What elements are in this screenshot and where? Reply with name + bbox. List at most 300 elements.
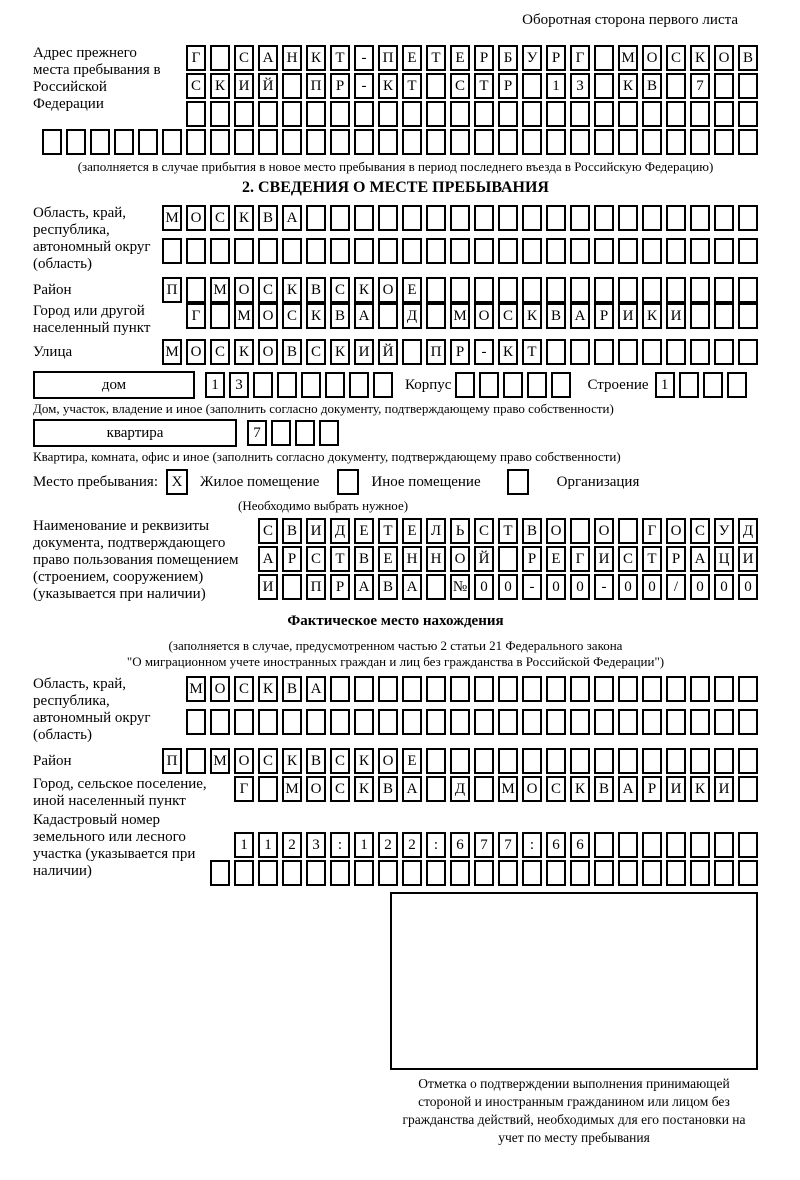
char-cell[interactable]: В <box>354 546 374 572</box>
char-cell[interactable]: К <box>618 73 638 99</box>
char-cell[interactable] <box>570 277 590 303</box>
char-cell[interactable] <box>162 129 182 155</box>
char-cell[interactable] <box>450 101 470 127</box>
char-cell[interactable] <box>450 709 470 735</box>
char-cell[interactable] <box>474 101 494 127</box>
char-cell[interactable] <box>642 832 662 858</box>
char-cell[interactable]: С <box>210 205 230 231</box>
char-cell[interactable]: К <box>234 205 254 231</box>
char-cell[interactable]: Е <box>402 748 422 774</box>
char-cell[interactable]: С <box>186 73 206 99</box>
char-cell[interactable] <box>690 129 710 155</box>
char-cell[interactable] <box>354 205 374 231</box>
char-cell[interactable]: Р <box>474 45 494 71</box>
char-cell[interactable] <box>450 205 470 231</box>
char-cell[interactable] <box>258 776 278 802</box>
char-cell[interactable]: 1 <box>205 372 225 398</box>
char-cell[interactable] <box>690 101 710 127</box>
char-cell[interactable]: С <box>498 303 518 329</box>
char-cell[interactable] <box>690 303 710 329</box>
char-cell[interactable] <box>714 339 734 365</box>
char-cell[interactable] <box>642 205 662 231</box>
char-cell[interactable] <box>450 676 470 702</box>
char-cell[interactable]: О <box>378 277 398 303</box>
char-cell[interactable] <box>234 129 254 155</box>
char-cell[interactable]: К <box>570 776 590 802</box>
char-cell[interactable] <box>498 129 518 155</box>
char-cell[interactable]: 7 <box>498 832 518 858</box>
char-cell[interactable]: А <box>402 574 422 600</box>
char-cell[interactable]: О <box>306 776 326 802</box>
char-cell[interactable]: Р <box>642 776 662 802</box>
char-cell[interactable]: 0 <box>570 574 590 600</box>
char-cell[interactable]: С <box>666 45 686 71</box>
char-cell[interactable] <box>306 860 326 886</box>
char-cell[interactable] <box>551 372 571 398</box>
char-cell[interactable] <box>295 420 315 446</box>
char-cell[interactable] <box>378 303 398 329</box>
char-cell[interactable] <box>714 860 734 886</box>
char-cell[interactable] <box>426 101 446 127</box>
char-cell[interactable] <box>738 832 758 858</box>
char-cell[interactable] <box>546 339 566 365</box>
char-cell[interactable]: Н <box>426 546 446 572</box>
checkbox-organizatsiya[interactable] <box>507 469 529 495</box>
char-cell[interactable] <box>354 238 374 264</box>
char-cell[interactable] <box>738 101 758 127</box>
char-cell[interactable] <box>402 676 422 702</box>
char-cell[interactable]: 2 <box>282 832 302 858</box>
char-cell[interactable] <box>570 709 590 735</box>
char-cell[interactable] <box>714 238 734 264</box>
char-cell[interactable] <box>426 709 446 735</box>
char-cell[interactable] <box>666 676 686 702</box>
char-cell[interactable] <box>522 277 542 303</box>
char-cell[interactable]: О <box>666 518 686 544</box>
char-cell[interactable]: С <box>330 748 350 774</box>
char-cell[interactable] <box>522 101 542 127</box>
char-cell[interactable]: М <box>162 339 182 365</box>
char-cell[interactable]: С <box>330 277 350 303</box>
char-cell[interactable] <box>138 129 158 155</box>
char-cell[interactable] <box>378 860 398 886</box>
char-cell[interactable] <box>546 238 566 264</box>
char-cell[interactable] <box>642 860 662 886</box>
char-cell[interactable] <box>330 101 350 127</box>
char-cell[interactable]: С <box>210 339 230 365</box>
char-cell[interactable]: В <box>378 776 398 802</box>
char-cell[interactable] <box>330 709 350 735</box>
char-cell[interactable] <box>426 238 446 264</box>
char-cell[interactable] <box>378 676 398 702</box>
char-cell[interactable] <box>258 709 278 735</box>
char-cell[interactable] <box>594 676 614 702</box>
char-cell[interactable]: 0 <box>546 574 566 600</box>
char-cell[interactable] <box>618 129 638 155</box>
char-cell[interactable]: Т <box>330 45 350 71</box>
char-cell[interactable]: И <box>306 518 326 544</box>
char-cell[interactable] <box>114 129 134 155</box>
char-cell[interactable]: И <box>354 339 374 365</box>
char-cell[interactable]: А <box>354 574 374 600</box>
char-cell[interactable]: М <box>234 303 254 329</box>
char-cell[interactable]: Р <box>666 546 686 572</box>
char-cell[interactable] <box>714 832 734 858</box>
char-cell[interactable]: Е <box>402 277 422 303</box>
char-cell[interactable] <box>378 101 398 127</box>
char-cell[interactable] <box>354 860 374 886</box>
char-cell[interactable] <box>570 748 590 774</box>
char-cell[interactable]: В <box>522 518 542 544</box>
char-cell[interactable] <box>714 709 734 735</box>
char-cell[interactable]: - <box>354 73 374 99</box>
char-cell[interactable] <box>738 339 758 365</box>
char-cell[interactable]: П <box>378 45 398 71</box>
char-cell[interactable]: О <box>450 546 470 572</box>
char-cell[interactable] <box>498 205 518 231</box>
char-cell[interactable] <box>498 860 518 886</box>
char-cell[interactable]: О <box>546 518 566 544</box>
char-cell[interactable]: Т <box>378 518 398 544</box>
char-cell[interactable] <box>594 129 614 155</box>
char-cell[interactable] <box>426 303 446 329</box>
char-cell[interactable] <box>271 420 291 446</box>
char-cell[interactable] <box>666 832 686 858</box>
char-cell[interactable] <box>282 129 302 155</box>
char-cell[interactable] <box>714 129 734 155</box>
char-cell[interactable]: 0 <box>498 574 518 600</box>
char-cell[interactable] <box>546 676 566 702</box>
char-cell[interactable] <box>479 372 499 398</box>
char-cell[interactable] <box>450 748 470 774</box>
char-cell[interactable] <box>570 676 590 702</box>
char-cell[interactable]: / <box>666 574 686 600</box>
char-cell[interactable]: М <box>210 277 230 303</box>
char-cell[interactable] <box>690 339 710 365</box>
char-cell[interactable]: С <box>234 676 254 702</box>
char-cell[interactable]: - <box>594 574 614 600</box>
char-cell[interactable]: К <box>354 776 374 802</box>
char-cell[interactable]: И <box>714 776 734 802</box>
char-cell[interactable] <box>210 45 230 71</box>
char-cell[interactable]: К <box>354 277 374 303</box>
char-cell[interactable]: К <box>234 339 254 365</box>
char-cell[interactable]: Й <box>258 73 278 99</box>
checkbox-inoe[interactable] <box>337 469 359 495</box>
char-cell[interactable]: М <box>210 748 230 774</box>
char-cell[interactable]: К <box>258 676 278 702</box>
char-cell[interactable] <box>666 73 686 99</box>
char-cell[interactable]: К <box>354 748 374 774</box>
char-cell[interactable] <box>474 205 494 231</box>
char-cell[interactable] <box>234 238 254 264</box>
char-cell[interactable] <box>546 709 566 735</box>
char-cell[interactable]: С <box>618 546 638 572</box>
char-cell[interactable] <box>234 709 254 735</box>
char-cell[interactable] <box>618 205 638 231</box>
char-cell[interactable]: 7 <box>690 73 710 99</box>
char-cell[interactable] <box>666 860 686 886</box>
char-cell[interactable] <box>349 372 369 398</box>
char-cell[interactable]: С <box>330 776 350 802</box>
char-cell[interactable]: 7 <box>247 420 267 446</box>
char-cell[interactable]: Д <box>738 518 758 544</box>
char-cell[interactable] <box>570 129 590 155</box>
char-cell[interactable] <box>594 860 614 886</box>
char-cell[interactable] <box>642 101 662 127</box>
char-cell[interactable]: С <box>546 776 566 802</box>
char-cell[interactable] <box>378 205 398 231</box>
char-cell[interactable] <box>666 205 686 231</box>
char-cell[interactable]: Й <box>474 546 494 572</box>
char-cell[interactable] <box>474 776 494 802</box>
char-cell[interactable]: 0 <box>714 574 734 600</box>
char-cell[interactable] <box>618 676 638 702</box>
char-cell[interactable] <box>474 748 494 774</box>
char-cell[interactable]: С <box>450 73 470 99</box>
char-cell[interactable] <box>690 277 710 303</box>
char-cell[interactable] <box>426 860 446 886</box>
char-cell[interactable]: К <box>690 776 710 802</box>
char-cell[interactable] <box>594 238 614 264</box>
char-cell[interactable] <box>546 129 566 155</box>
char-cell[interactable]: М <box>450 303 470 329</box>
char-cell[interactable] <box>594 709 614 735</box>
char-cell[interactable] <box>618 832 638 858</box>
char-cell[interactable]: № <box>450 574 470 600</box>
char-cell[interactable]: Ц <box>714 546 734 572</box>
char-cell[interactable]: М <box>498 776 518 802</box>
char-cell[interactable] <box>666 748 686 774</box>
char-cell[interactable]: С <box>234 45 254 71</box>
char-cell[interactable]: Р <box>282 546 302 572</box>
char-cell[interactable]: Т <box>330 546 350 572</box>
char-cell[interactable]: С <box>258 518 278 544</box>
char-cell[interactable] <box>282 238 302 264</box>
char-cell[interactable] <box>642 129 662 155</box>
char-cell[interactable] <box>354 129 374 155</box>
char-cell[interactable]: О <box>186 339 206 365</box>
char-cell[interactable]: Й <box>378 339 398 365</box>
char-cell[interactable] <box>210 129 230 155</box>
char-cell[interactable]: А <box>570 303 590 329</box>
char-cell[interactable]: В <box>738 45 758 71</box>
char-cell[interactable] <box>402 860 422 886</box>
char-cell[interactable] <box>210 303 230 329</box>
char-cell[interactable]: Б <box>498 45 518 71</box>
char-cell[interactable] <box>690 205 710 231</box>
char-cell[interactable] <box>90 129 110 155</box>
char-cell[interactable]: А <box>258 546 278 572</box>
char-cell[interactable]: Т <box>426 45 446 71</box>
char-cell[interactable] <box>450 277 470 303</box>
char-cell[interactable]: Р <box>522 546 542 572</box>
char-cell[interactable] <box>618 277 638 303</box>
char-cell[interactable] <box>498 546 518 572</box>
char-cell[interactable]: О <box>714 45 734 71</box>
char-cell[interactable]: С <box>306 546 326 572</box>
char-cell[interactable]: Т <box>522 339 542 365</box>
char-cell[interactable] <box>210 860 230 886</box>
char-cell[interactable]: 3 <box>570 73 590 99</box>
char-cell[interactable] <box>714 73 734 99</box>
char-cell[interactable]: Р <box>546 45 566 71</box>
char-cell[interactable] <box>474 277 494 303</box>
char-cell[interactable] <box>522 860 542 886</box>
char-cell[interactable]: И <box>618 303 638 329</box>
char-cell[interactable] <box>546 277 566 303</box>
char-cell[interactable] <box>618 748 638 774</box>
char-cell[interactable] <box>450 238 470 264</box>
char-cell[interactable]: Г <box>570 45 590 71</box>
char-cell[interactable] <box>738 776 758 802</box>
char-cell[interactable]: У <box>522 45 542 71</box>
char-cell[interactable]: С <box>258 748 278 774</box>
char-cell[interactable]: 1 <box>234 832 254 858</box>
char-cell[interactable] <box>402 709 422 735</box>
char-cell[interactable]: 2 <box>402 832 422 858</box>
char-cell[interactable]: С <box>690 518 710 544</box>
char-cell[interactable] <box>618 860 638 886</box>
char-cell[interactable]: 0 <box>690 574 710 600</box>
char-cell[interactable] <box>570 238 590 264</box>
char-cell[interactable] <box>498 238 518 264</box>
char-cell[interactable] <box>498 748 518 774</box>
char-cell[interactable]: М <box>162 205 182 231</box>
char-cell[interactable]: А <box>306 676 326 702</box>
char-cell[interactable] <box>306 709 326 735</box>
char-cell[interactable] <box>330 205 350 231</box>
char-cell[interactable]: 6 <box>546 832 566 858</box>
char-cell[interactable]: О <box>474 303 494 329</box>
char-cell[interactable] <box>306 129 326 155</box>
char-cell[interactable] <box>186 238 206 264</box>
char-cell[interactable]: Е <box>402 518 422 544</box>
char-cell[interactable] <box>402 101 422 127</box>
char-cell[interactable] <box>330 129 350 155</box>
char-cell[interactable]: В <box>546 303 566 329</box>
char-cell[interactable]: П <box>162 277 182 303</box>
char-cell[interactable] <box>282 101 302 127</box>
char-cell[interactable] <box>594 101 614 127</box>
char-cell[interactable]: В <box>642 73 662 99</box>
char-cell[interactable] <box>690 238 710 264</box>
char-cell[interactable]: : <box>330 832 350 858</box>
char-cell[interactable] <box>498 676 518 702</box>
char-cell[interactable] <box>373 372 393 398</box>
char-cell[interactable]: М <box>282 776 302 802</box>
char-cell[interactable] <box>306 101 326 127</box>
char-cell[interactable]: И <box>738 546 758 572</box>
char-cell[interactable]: П <box>426 339 446 365</box>
char-cell[interactable] <box>42 129 62 155</box>
char-cell[interactable]: 6 <box>570 832 590 858</box>
char-cell[interactable] <box>666 339 686 365</box>
char-cell[interactable]: 1 <box>354 832 374 858</box>
char-cell[interactable] <box>738 238 758 264</box>
char-cell[interactable] <box>162 238 182 264</box>
char-cell[interactable] <box>714 101 734 127</box>
char-cell[interactable] <box>594 45 614 71</box>
char-cell[interactable] <box>618 518 638 544</box>
char-cell[interactable]: У <box>714 518 734 544</box>
char-cell[interactable]: Г <box>186 303 206 329</box>
char-cell[interactable] <box>727 372 747 398</box>
char-cell[interactable] <box>474 238 494 264</box>
char-cell[interactable] <box>319 420 339 446</box>
char-cell[interactable]: 1 <box>655 372 675 398</box>
char-cell[interactable]: А <box>258 45 278 71</box>
char-cell[interactable] <box>450 860 470 886</box>
char-cell[interactable] <box>277 372 297 398</box>
char-cell[interactable] <box>66 129 86 155</box>
char-cell[interactable]: О <box>522 776 542 802</box>
char-cell[interactable] <box>594 73 614 99</box>
char-cell[interactable] <box>234 860 254 886</box>
char-cell[interactable]: В <box>330 303 350 329</box>
char-cell[interactable]: О <box>234 748 254 774</box>
char-cell[interactable]: Г <box>570 546 590 572</box>
char-cell[interactable]: 0 <box>474 574 494 600</box>
char-cell[interactable] <box>426 574 446 600</box>
char-cell[interactable] <box>738 676 758 702</box>
char-cell[interactable] <box>738 709 758 735</box>
char-cell[interactable]: : <box>522 832 542 858</box>
char-cell[interactable]: О <box>642 45 662 71</box>
char-cell[interactable] <box>186 277 206 303</box>
char-cell[interactable] <box>474 676 494 702</box>
char-cell[interactable]: В <box>306 748 326 774</box>
char-cell[interactable]: Г <box>234 776 254 802</box>
char-cell[interactable]: И <box>666 776 686 802</box>
char-cell[interactable] <box>426 277 446 303</box>
char-cell[interactable]: 2 <box>378 832 398 858</box>
char-cell[interactable]: К <box>210 73 230 99</box>
char-cell[interactable] <box>738 129 758 155</box>
char-cell[interactable] <box>690 709 710 735</box>
char-cell[interactable] <box>253 372 273 398</box>
char-cell[interactable]: О <box>234 277 254 303</box>
char-cell[interactable]: В <box>282 518 302 544</box>
char-cell[interactable] <box>642 339 662 365</box>
char-cell[interactable] <box>402 339 422 365</box>
char-cell[interactable] <box>402 205 422 231</box>
char-cell[interactable] <box>503 372 523 398</box>
char-cell[interactable] <box>258 860 278 886</box>
char-cell[interactable] <box>546 101 566 127</box>
char-cell[interactable] <box>527 372 547 398</box>
char-cell[interactable]: Д <box>450 776 470 802</box>
char-cell[interactable] <box>210 101 230 127</box>
char-cell[interactable]: Т <box>402 73 422 99</box>
char-cell[interactable] <box>186 129 206 155</box>
char-cell[interactable] <box>258 129 278 155</box>
char-cell[interactable] <box>402 129 422 155</box>
char-cell[interactable]: О <box>186 205 206 231</box>
char-cell[interactable] <box>642 676 662 702</box>
char-cell[interactable] <box>325 372 345 398</box>
char-cell[interactable] <box>455 372 475 398</box>
char-cell[interactable] <box>330 860 350 886</box>
char-cell[interactable] <box>738 748 758 774</box>
char-cell[interactable] <box>642 709 662 735</box>
char-cell[interactable] <box>498 277 518 303</box>
char-cell[interactable]: О <box>594 518 614 544</box>
char-cell[interactable] <box>546 860 566 886</box>
char-cell[interactable]: В <box>306 277 326 303</box>
char-cell[interactable] <box>186 748 206 774</box>
char-cell[interactable] <box>666 238 686 264</box>
